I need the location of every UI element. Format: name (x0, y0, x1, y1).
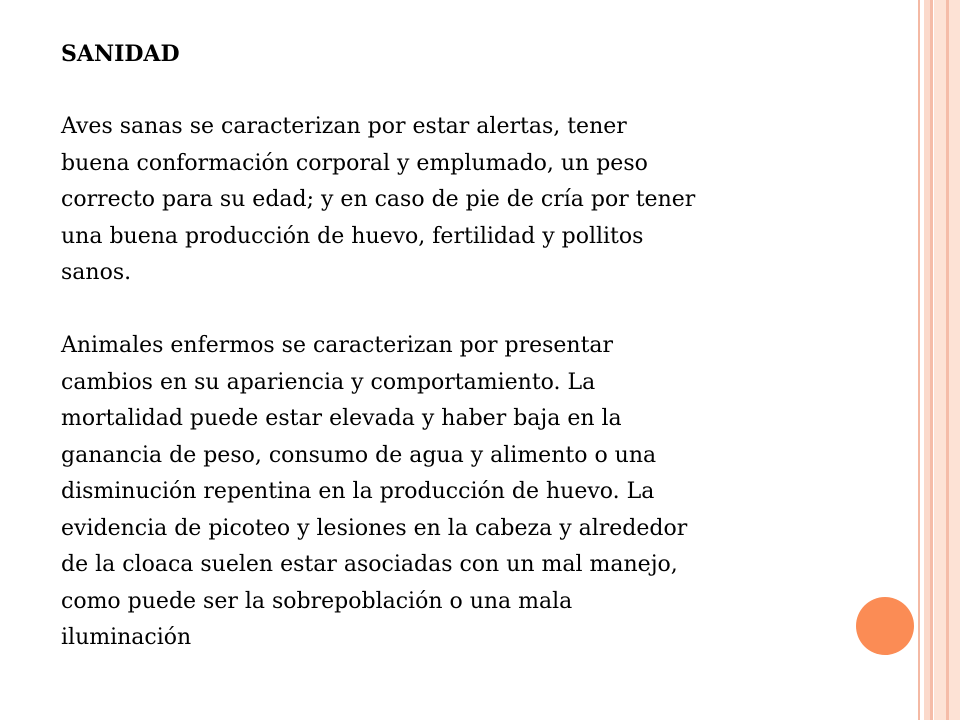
decorative-stripe (930, 0, 933, 720)
paragraph-healthy-birds (61, 109, 861, 292)
text-line: de la cloaca suelen estar asociadas con un mal manejo, (61, 552, 678, 577)
text-line: Animales enfermos se caracterizan por presentar (61, 333, 614, 358)
text-line: buena conformación corporal y emplumado, un peso (61, 150, 648, 176)
orange-circle-decoration (856, 597, 914, 655)
text-line: sanos. (61, 260, 132, 285)
text-line: cambios en su apariencia y comportamiento. La (61, 369, 596, 395)
decorative-stripe (949, 0, 960, 720)
spacer (61, 73, 861, 110)
spacer (61, 292, 861, 329)
text-line: iluminación (61, 625, 192, 650)
decorative-stripe (918, 0, 920, 720)
slide-title: SANIDAD (61, 41, 180, 67)
paragraph-sick-animals (61, 328, 861, 657)
text-line: ganancia de peso, consumo de agua y alimento o una (61, 442, 657, 468)
text-line: una buena producción de huevo, fertilidad y pollitos (61, 223, 644, 249)
text-line: disminución repentina en la producción de huevo. La (61, 479, 655, 504)
text-line: Aves sanas se caracterizan por estar alertas, tener (61, 114, 627, 139)
text-line: mortalidad puede estar elevada y haber baja en la (61, 406, 622, 431)
text-line: correcto para su edad; y en caso de pie de cría por tener (61, 187, 696, 212)
slide-content (61, 36, 861, 657)
decorative-stripe (934, 0, 946, 720)
text-line: evidencia de picoteo y lesiones en la cabeza y alrededor (61, 515, 688, 541)
text-line: como puede ser la sobrepoblación o una mala (61, 588, 573, 614)
